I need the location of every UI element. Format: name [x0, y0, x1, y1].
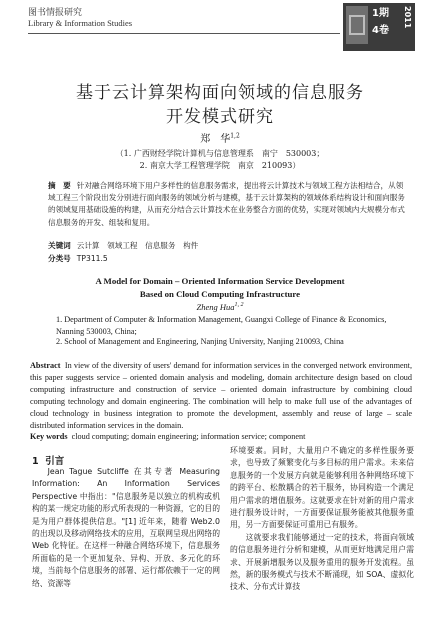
journal-name-cn: 图书情报研究 [28, 8, 83, 18]
classification-text: TP311.5 [76, 254, 108, 263]
body-right-column [230, 445, 414, 594]
keywords-cn-label: 关键词 [48, 241, 71, 250]
author-cn-name: 郑 华 [200, 134, 231, 145]
affiliation-en-2: 2. School of Management and Engineering, Nanjing University, Nanjing 210093, China [56, 337, 344, 346]
author-en-name: Zheng Hua [196, 302, 235, 312]
keywords-en [30, 432, 412, 441]
classification-number [48, 253, 408, 265]
year-label: 2011 [403, 6, 412, 29]
body-paragraph: Jean Tague Sutcliffe 在其专著 Measuring Information: An Information Services Perspective 中指出："信息服务是以独立的机构或机构的某一规定功能的形式所表现的一种资源，它的目的是为用户群体提供信息。"[1] 近年来，随着 Web2.0 的出现以及移动网络技术的应用，互联网呈现出网络的 Web 化特征。在这样一种融合网络环境下，信息服务所面临的是一个更加复杂、异构、开放、多元化的环境，当前每个信息服务的部署、运行都依赖于一定的网络、资源等 [32, 467, 220, 588]
keywords-en-text: cloud computing; domain engineering; information service; component [71, 432, 306, 441]
section-title: 引言 [45, 456, 65, 467]
abstract-cn-text: 针对融合网络环境下用户多样性的信息服务需求，提出将云计算技术与领域工程方法相结合，从领域工程三个阶段出发分别进行面向服务的领域分析与建模，基于云计算架构的领域体系结构设计和面向服务的领域复用基础设施的构建，从而充分结合云计算技术在业务整合方面的优势，实现对领域内大规模分布式信息服务的开发、组装和复用。 [48, 181, 405, 227]
author-cn [0, 130, 440, 145]
abstract-cn [48, 180, 408, 229]
body-left-column [32, 466, 220, 590]
title-cn-line-1: 基于云计算架构面向领域的信息服务 [76, 83, 364, 103]
affiliation-cn-2: 2. 南京大学工程管理学院 南京 210093） [139, 161, 301, 170]
section-number: 1 [32, 456, 39, 467]
body-paragraph: 这就要求我们能够通过一定的技术，将面向领域的信息服务进行分析和建模，从而更好地满足用户需求、开展新增服务以及服务重用的服务开发流程。虽然，新的服务模式与技术不断涌现，如 SOA、虚拟化技术、分布式计算技 [230, 532, 414, 592]
affiliation-cn-1: （1. 广西财经学院计算机与信息管理系 南宁 530003； [115, 149, 325, 158]
abstract-en-label: Abstract [30, 361, 61, 370]
body-paragraph: 环境要素。同时，大量用户不确定的多样性服务要求，也导致了频繁变化与多目标的用户需求。未来信息服务的一个发展方向就是能够利用各种网络环境下的跨平台、松散耦合的若干服务，协同构造一个满足用户需求的增值服务。这就要求在针对新的用户需求进行服务设计时，一方面要保证服务能被其他服务重用，另一方面要保证可重用已有服务。 [230, 446, 414, 530]
affiliation-en-1: 1. Department of Computer & Information Management, Guangxi College of Finance & Economics, Nanning 530003, China; [56, 315, 387, 336]
author-cn-superscript: 1,2 [230, 132, 240, 140]
journal-logo-icon [346, 6, 368, 44]
author-en-superscript: 1, 2 [234, 302, 244, 309]
abstract-cn-label: 摘 要 [48, 181, 71, 190]
title-cn-line-2: 开发模式研究 [166, 107, 274, 127]
journal-name-en: Library & Information Studies [28, 18, 133, 28]
header-divider [28, 33, 340, 34]
title-en-line-2: Based on Cloud Computing Infrastructure [139, 289, 301, 299]
classification-label: 分类号 [48, 254, 71, 263]
volume-number: 4卷 [372, 25, 389, 36]
title-en-line-1: A Model for Domain – Oriented Information Service Development [95, 276, 345, 286]
keywords-cn-text: 云计算 领域工程 信息服务 构件 [76, 241, 199, 250]
keywords-cn [48, 240, 408, 252]
author-en [0, 302, 440, 312]
abstract-en-text: In view of the diversity of users' demand for information services in the converged network environment, this paper suggests service – oriented domain analysis and modeling, domain architecture design based on cloud computing infrastructure and construction of service – oriented domain infrastructure by combining cloud computing technology and domain engineering. The combination will help to make full use of the advantages of cloud technology in business integration to promote the development, assembly and reuse of large – scale distributed information services in the domain. [30, 361, 413, 430]
abstract-en [30, 360, 412, 432]
keywords-en-label: Key words [30, 432, 68, 441]
section-heading [32, 453, 64, 467]
issue-number: 1期 [372, 8, 389, 19]
